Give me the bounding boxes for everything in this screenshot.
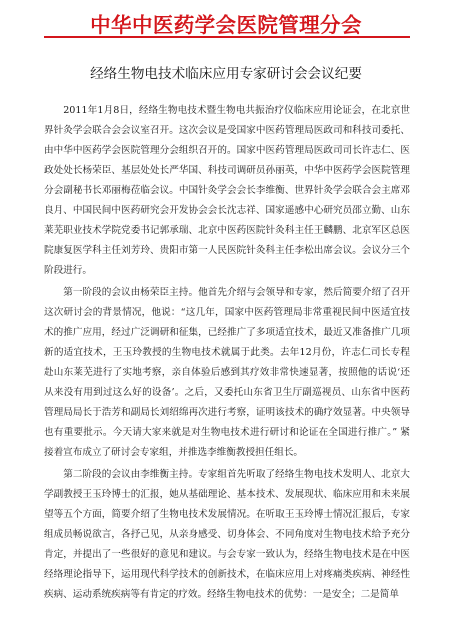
header-divider — [44, 36, 410, 38]
paragraph-1: 2011年1月8日，经络生物电技术暨生物电共振治疗仪临床应用论证会，在北京世界针灸学会联合会会议室召开。这次会议是受国家中医药管理局医政司和科技司委托、由中华中医药学会医院管理分会组织召开的。国家中医药管理局医政司司长许志仁、医政处处长杨荣臣、基层处处长严华国、科技司调研员孙丽英，中华中医药学会医院管理分会副秘书长邓丽梅莅临会议。中国针灸学会会长李维衡、世界针灸学会联合会主席邓良月、中国民间中医药研究会开发协会会长沈志祥、国家遥感中心研究员邵立勤、山东莱芜职业技术学院党委书记郭承瑞、北京中医药医院针灸科主任王麟鹏、北京军区总医院康复医学科主任刘芳玲、贵阳市第一人民医院针灸科主任李松出席会议。会议分三个阶段进行。 — [44, 105, 410, 276]
document-title: 经络生物电技术临床应用专家研讨会会议纪要 — [90, 66, 362, 82]
paragraph-3: 第二阶段的会议由李维衡主持。专家组首先听取了经络生物电技术发明人、北京大学副教授王玉玲博士的汇报，她从基础理论、基本技术、发展现状、临床应用和未来展望等五个方面，简要介绍了生物电技术发展情况。在听取王玉玲博士情况汇报后，专家组成员畅说欲言，各抒己见，从亲身感受、切身体会、不同角度对生物电技术给予充分肯定，并提出了一些很好的意见和建议。与会专家一致认为，经络生物电技术是在中医经络理论指导下，运用现代科学技术的创新技术，在临床应用上对疼痛类疾病、神经性疾病、运动系统疾病等有肯定的疗效。经络生物电技术的优势：一是安全；二是简单 — [44, 469, 410, 600]
paragraph-2: 第一阶段的会议由杨荣臣主持。他首先介绍与会领导和专家，然后简要介绍了召开这次研讨会的背景情况，他说：“这几年，国家中医药管理局非常重视民间中医适宜技术的推广应用，经过广泛调研和征集，已经推广了多项适宜技术，最近又准备推广几项新的适宜技术，王玉玲教授的生物电技术就属于此类。去年12月份，许志仁司长专程赴山东莱芜进行了实地考察，亲自体验后感到其疗效非常快速显著，按照他的话说‘还从来没有用到过这么好的设备’。之后，又委托山东省卫生厅副巡视员、山东省中医药管理局局长于浩芳和副局长刘绍绵再次进行考察，证明该技术的确疗效显著。中央领导也有重要批示。今天请大家来就是对生物电技术进行研讨和论证在全国进行推广。” 紧接着宣布成立了研讨会专家组，并推选李维衡教授担任组长。 — [44, 287, 410, 458]
org-header-title: 中华中医药学会医院管理分会 — [90, 13, 362, 37]
document-body — [44, 101, 410, 607]
